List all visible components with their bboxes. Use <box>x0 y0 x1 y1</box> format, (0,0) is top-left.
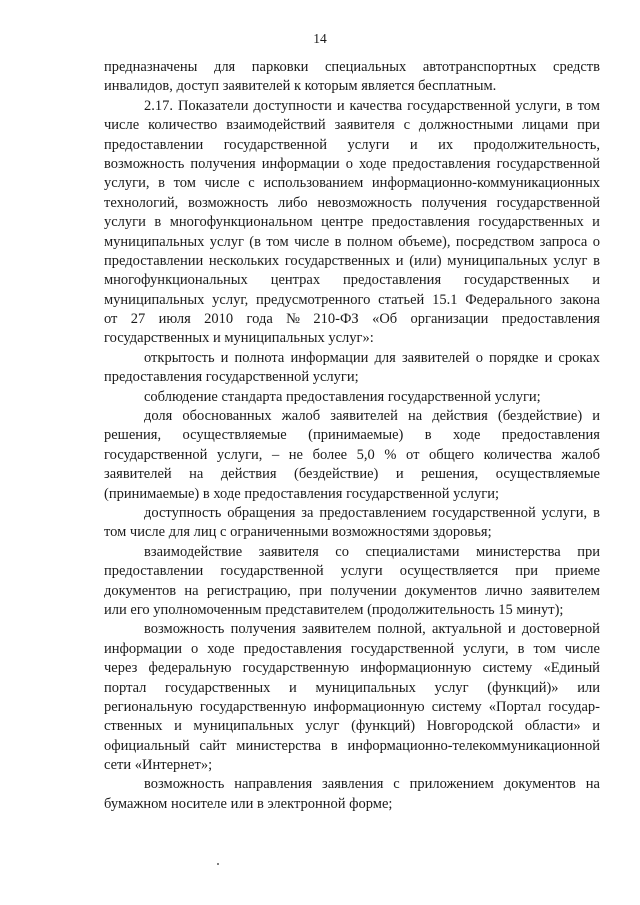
text-line: предназначены для парковки специальных автотранспортных средств <box>104 59 600 75</box>
text-line: региональную государственную информационную систему «Портал государ- <box>104 698 600 715</box>
text-line: бумажном носителе или в электронной форме; <box>104 795 393 812</box>
text-line: документов на регистрацию, при получении документов лично заявителем <box>104 582 600 599</box>
text-line: технологий, возможность либо невозможность получения государственной <box>104 194 600 211</box>
text-line: доступность обращения за предоставлением государственной услуги, в <box>144 504 600 521</box>
text-line: ственных и муниципальных услуг (функций) Новгородской области» и <box>104 718 600 735</box>
text-line: государственных и муниципальных услуг»: <box>104 330 374 347</box>
text-line: том числе для лиц с ограниченными возможностями здоровья; <box>104 524 492 541</box>
text-line: государственной услуги, – не более 5,0 % от общего количества жалоб <box>104 446 600 463</box>
text-line: предоставлении нескольких государственных и (или) муниципальных услуг в <box>104 252 600 269</box>
text-line: числе количество взаимодействий заявителя с должностными лицами при <box>104 117 600 134</box>
text-line: доля обоснованных жалоб заявителей на действия (бездействие) и <box>144 408 600 425</box>
text-line: через федеральную государственную информационную систему «Единый <box>104 660 600 677</box>
text-line: открытость и полнота информации для заявителей о порядке и сроках <box>144 349 600 366</box>
text-line: предоставлении государственной услуги осуществляется при приеме <box>104 563 600 580</box>
text-line: взаимодействие заявителя со специалистами министерства при <box>144 543 600 560</box>
text-line: соблюдение стандарта предоставления государственной услуги; <box>144 388 541 405</box>
text-line: или его уполномоченным представителем (продолжительность 15 минут); <box>104 601 564 618</box>
text-line: решения, осуществляемые (принимаемые) в ходе предоставления <box>104 427 600 444</box>
text-line: услуги, в том числе с использованием информационно-коммуникационных <box>104 175 600 192</box>
text-line: предоставлении государственной услуги и их продолжительность, <box>104 136 600 153</box>
document-body <box>104 58 600 814</box>
text-line: информации о ходе предоставления государственной услуги, в том числе <box>104 640 600 657</box>
text-line: возможность получения информации о ходе предоставления государственной <box>104 155 600 172</box>
text-line: муниципальных услуг, предусмотренного статьей 15.1 Федерального закона <box>104 291 600 308</box>
text-line: портал государственных и муниципальных услуг (функций)» или <box>104 679 600 696</box>
text-line: заявителей на действия (бездействие) и решения, осуществляемые <box>104 466 600 483</box>
text-line: сети «Интернет»; <box>104 757 213 774</box>
scan-speck <box>217 863 219 865</box>
text-line: официальный сайт министерства в информационно-телекоммуникационной <box>104 737 600 754</box>
text-line: от 27 июля 2010 года № 210-ФЗ «Об организации предоставления <box>104 311 600 328</box>
text-line: муниципальных услуг (в том числе в полном объеме), посредством запроса о <box>104 233 600 250</box>
page-number: 14 <box>313 31 327 46</box>
text-line: возможность получения заявителем полной, актуальной и достоверной <box>144 621 600 638</box>
text-line: многофункциональных центрах предоставления государственных и <box>104 272 600 289</box>
text-line: предоставления государственной услуги; <box>104 369 359 386</box>
text-line: возможность направления заявления с приложением документов на <box>144 776 600 793</box>
text-line: (принимаемые) в ходе предоставления государственной услуги; <box>104 485 499 502</box>
text-line: инвалидов, доступ заявителей к которым является бесплатным. <box>104 78 497 95</box>
text-line: 2.17. Показатели доступности и качества государственной услуги, в том <box>144 97 600 114</box>
text-line: услуги в многофункциональном центре предоставления государственных и <box>104 214 600 231</box>
